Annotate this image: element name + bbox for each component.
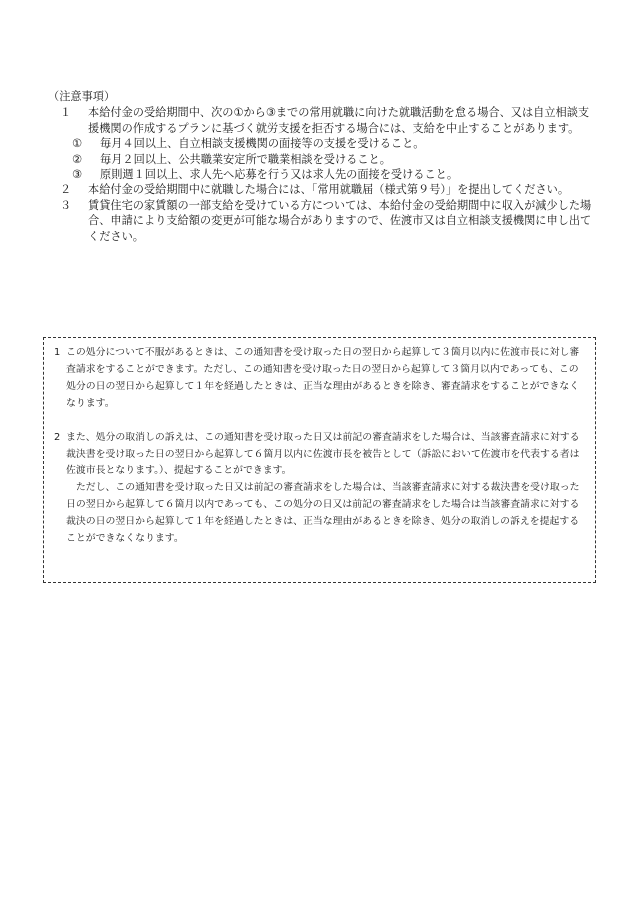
note-subitem-1 [48,136,598,151]
notes-heading: （注意事項） [48,90,116,103]
appeal-notice-box [43,337,596,583]
appeal-paragraph-2-continuation: ただし、この通知書を受け取った日又は前記の審査請求をした場合は、当該審査請求に対する裁決書を受け取った日の翌日から起算して６箇月以内であっても、この処分の日又は前記の審査請求をした場合は当該審査請求に対する裁決の日の翌日から起算して１年を経過したときは、正当な理由があるときを除き、処分の取消しの訴えを提起することができなくなります。 [66,482,580,545]
note-item-2 [48,182,598,197]
subitem-text: 原則週１回以上、求人先へ応募を行う又は求人先の面接を受けること。 [100,168,459,182]
note-item-3 [48,198,598,244]
notes-section [48,89,598,244]
subitem-number: ③ [72,168,83,182]
note-number: ２ [60,183,72,197]
subitem-text: 毎月２回以上、公共職業安定所で職業相談を受けること。 [100,152,391,166]
paragraph-text: この処分について不服があるときは、この通知書を受け取った日の翌日から起算して３箇月以内に佐渡市長に対し審査請求をすることができます。ただし、この通知書を受け取った日の翌日から起算して３箇月以内であっても、この処分の日の翌日から起算して１年を経過したときは、正当な理由があるときを除き、審査請求をすることができなくなります。 [66,347,580,409]
note-subitem-3 [48,167,598,182]
note-text: 賃貸住宅の家賃額の一部支給を受けている方については、本給付金の受給期間中に収入が減少した場合、申請により支給額の変更が可能な場合がありますので、佐渡市又は自立相談支援機関に申し出てください。 [88,198,592,243]
appeal-paragraph-2 [54,430,583,481]
note-number: ３ [60,198,72,212]
paragraph-number: 2 [54,431,61,443]
note-text: 本給付金の受給期間中に就職した場合には、「常用就職届（様式第９号）」を提出してください。 [88,183,570,197]
paragraph-spacer [54,413,583,430]
subitem-number: ① [72,137,83,151]
subitem-number: ② [72,152,83,166]
note-number: １ [60,106,72,120]
appeal-paragraph-1 [54,345,583,413]
note-text: 本給付金の受給期間中、次の①から③までの常用就職に向けた就職活動を怠る場合、又は自立相談支援機関の作成するプランに基づく就労支援を拒否する場合には、支給を中止することがあります。 [88,106,590,135]
paragraph-text: また、処分の取消しの訴えは、この通知書を受け取った日又は前記の審査請求をした場合は、当該審査請求に対する裁決書を受け取った日の翌日から起算して６箇月以内に佐渡市長を被告として（訴訟において佐渡市を代表する者は佐渡市長となります。）、提起することができます。 [66,431,580,477]
subitem-text: 毎月４回以上、自立相談支援機関の面接等の支援を受けること。 [100,137,425,151]
note-subitem-2 [48,152,598,167]
paragraph-number: 1 [54,347,61,358]
note-item-1 [48,105,598,136]
